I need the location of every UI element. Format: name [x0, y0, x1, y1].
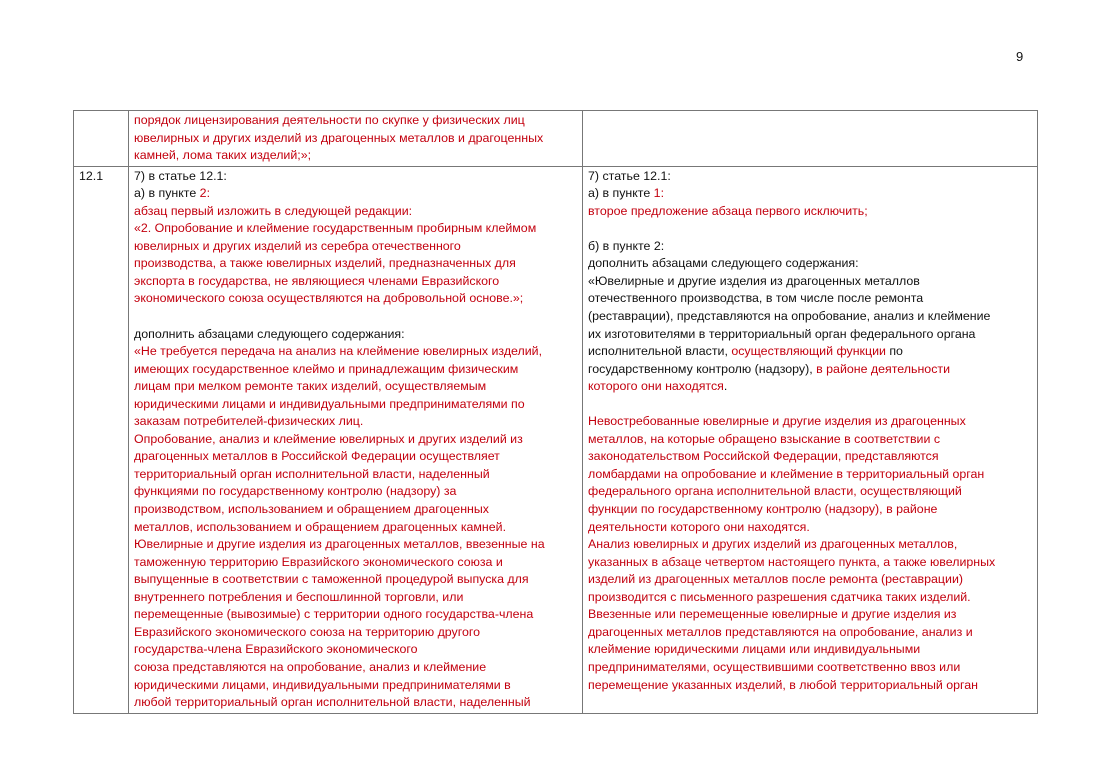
article-number-cell: 12.1 [74, 166, 129, 713]
text-line: дополнить абзацами следующего содержания: [588, 256, 859, 271]
text-line: металлов, на которые обращено взыскание в соответствии с [588, 431, 941, 446]
text-line: территориальный орган исполнительной власти, наделенный [134, 466, 490, 481]
text-line: (реставрации), представляются на опробование, анализ и клеймение [588, 309, 991, 324]
red-text-block [134, 343, 577, 711]
text-line: Ввезенные или перемещенные ювелирные и другие изделия из [588, 607, 957, 622]
text-line: федерального органа исполнительной власти, осуществляющий [588, 484, 962, 499]
text-line: металлов, использованием и обращением драгоценных камней. [134, 519, 507, 534]
text-line: Ювелирные и другие изделия из драгоценных металлов, ввезенные на [134, 537, 545, 552]
text-span: а) в пункте [134, 186, 200, 201]
text-span: по [885, 344, 903, 359]
text-line: Опробование, анализ и клеймение ювелирных и других изделий из [134, 431, 523, 446]
text-line: функции по государственному контролю (надзору), в районе [588, 502, 938, 517]
text-line: внутреннего потребления и беспошлинной торговли, или [134, 589, 464, 604]
text-line: их изготовителями в территориальный орган федерального органа [588, 326, 976, 341]
text-line: юридическими лицами и индивидуальными предпринимателями по [134, 396, 525, 411]
text-line: выпущенные в соответствии с таможенной процедурой выпуска для [134, 572, 529, 587]
text-line: производится с письменного разрешения сдатчика таких изделий. [588, 589, 971, 604]
text-line: перемещенные (вывозимые) с территории одного государства-члена [134, 607, 534, 622]
table-row [74, 166, 1038, 713]
text-line: второе предложение абзаца первого исключить; [588, 203, 868, 218]
text-line: любой территориальный орган исполнительной власти, наделенный [134, 695, 531, 710]
text-line: юридическими лицами, индивидуальными предпринимателями в [134, 677, 511, 692]
text-line: государства-члена Евразийского экономического [134, 642, 418, 657]
red-text-block [134, 203, 577, 308]
text-line: б) в пункте 2: [588, 238, 665, 253]
alternative-cell [583, 166, 1038, 713]
text-line: ювелирных и других изделий из серебра отечественного [134, 238, 461, 253]
red-text-span: которого они находятся [588, 379, 724, 394]
comparison-table [73, 110, 1038, 714]
red-text-span: осуществляющий функции [731, 344, 886, 359]
text-line: Анализ ювелирных и других изделий из драгоценных металлов, [588, 537, 958, 552]
text-span: а) в пункте [588, 186, 654, 201]
text-span: государственному контролю (надзору), [588, 361, 817, 376]
text-block [588, 273, 1032, 343]
text-line: лицам при мелком ремонте таких изделий, осуществляемым [134, 379, 487, 394]
alternative-cell [583, 111, 1038, 167]
text-line: отечественного производства, в том числе после ремонта [588, 291, 924, 306]
proposal-cell [129, 111, 583, 167]
text-line: производством, использованием и обращением драгоценных [134, 502, 489, 517]
text-line: заказам потребителей-физических лиц. [134, 414, 364, 429]
text-line: 7) в статье 12.1: [134, 168, 227, 183]
text-line: Евразийского экономического союза на территорию другого [134, 624, 481, 639]
spacer [134, 308, 577, 326]
text-line: экспорта в государства, не являющиеся членами Евразийского [134, 273, 500, 288]
text-line: производства, а также ювелирных изделий, предназначенных для [134, 256, 516, 271]
text-line: указанных в абзаце четвертом настоящего пункта, а также ювелирных [588, 554, 996, 569]
text-span: исполнительной власти, [588, 344, 732, 359]
red-text-block [588, 413, 1032, 694]
text-line: дополнить абзацами следующего содержания: [134, 326, 405, 341]
text-line: законодательством Российской Федерации, представляются [588, 449, 939, 464]
text-line: Невостребованные ювелирные и другие изделия из драгоценных [588, 414, 966, 429]
text-line [134, 185, 577, 203]
text-line: «2. Опробование и клеймение государственным пробирным клеймом [134, 221, 537, 236]
text-line: абзац первый изложить в следующей редакции: [134, 203, 413, 218]
text-line: 7) статье 12.1: [588, 168, 671, 183]
red-text-span: 1: [653, 186, 665, 201]
text-line: «Ювелирные и другие изделия из драгоценных металлов [588, 273, 920, 288]
text-line: порядок лицензирования деятельности по скупке у физических лиц [134, 113, 525, 127]
text-line: драгоценных металлов представляются на опробование, анализ и [588, 624, 973, 639]
text-line: деятельности которого они находятся. [588, 519, 810, 534]
proposal-cell [129, 166, 583, 713]
text-line: камней, лома таких изделий;»; [134, 148, 312, 163]
text-line: «Не требуется передача на анализ на клеймение ювелирных изделий, [134, 344, 543, 359]
page-number: 9 [1016, 49, 1024, 64]
text-line: имеющих государственное клеймо и принадлежащим физическим [134, 361, 519, 376]
table-row [74, 111, 1038, 167]
text-line [588, 185, 1032, 203]
red-text-span: в районе деятельности [816, 361, 950, 376]
text-line [588, 361, 1032, 379]
text-line: союза представляются на опробование, анализ и клеймение [134, 659, 487, 674]
text-line: функциями по государственному контролю (надзору) за [134, 484, 457, 499]
text-line: предпринимателями, осуществившими соответственно ввоз или [588, 659, 961, 674]
red-text-block [134, 112, 577, 165]
red-text-span: 2: [199, 186, 211, 201]
text-line: экономического союза осуществляются на добровольной основе.»; [134, 291, 524, 306]
spacer [588, 396, 1032, 414]
text-line [588, 343, 1032, 361]
spacer [588, 220, 1032, 238]
text-line: клеймение юридическими лицами или индивидуальными [588, 642, 921, 657]
text-line: ювелирных и других изделий из драгоценных металлов и драгоценных [134, 130, 544, 145]
text-span: . [723, 379, 728, 394]
article-number-cell [74, 111, 129, 167]
text-line: таможенную территорию Евразийского экономического союза и [134, 554, 503, 569]
text-line: ломбардами на опробование и клеймение в территориальный орган [588, 466, 985, 481]
text-line [588, 378, 1032, 396]
text-line: перемещение указанных изделий, в любой территориальный орган [588, 677, 978, 692]
text-line: драгоценных металлов в Российской Федерации осуществляет [134, 449, 500, 464]
text-line: изделий из драгоценных металлов после ремонта (реставрации) [588, 572, 963, 587]
